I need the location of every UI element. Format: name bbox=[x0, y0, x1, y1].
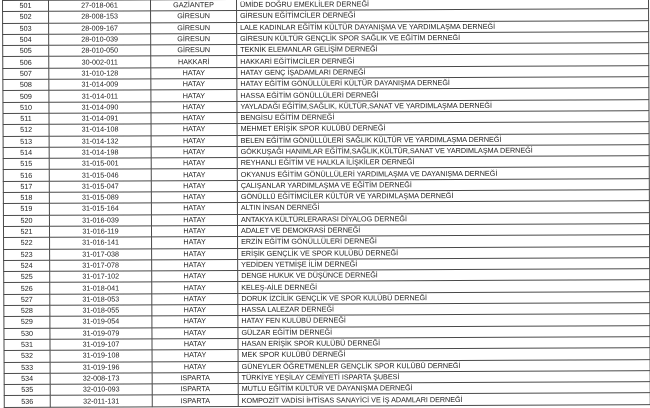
city-cell: HATAY bbox=[152, 293, 238, 305]
row-number-cell: 507 bbox=[3, 68, 49, 79]
association-name-cell: LALE KADINLAR EĞİTİM KÜLTÜR DAYANIŞMA VE YARDIMLAŞMA DERNEĞİ bbox=[237, 20, 649, 33]
city-cell: HATAY bbox=[151, 158, 237, 170]
registry-code-cell: 31-018-055 bbox=[50, 305, 152, 317]
row-number-cell: 504 bbox=[3, 34, 49, 45]
city-cell: HATAY bbox=[152, 316, 238, 328]
registry-code-cell: 31-019-107 bbox=[50, 339, 152, 351]
association-name-cell: ADALET VE DEMOKRASİ DERNEĞİ bbox=[237, 224, 649, 237]
row-number-cell: 511 bbox=[3, 113, 49, 124]
row-number-cell: 508 bbox=[3, 79, 49, 90]
registry-code-cell: 28-008-153 bbox=[49, 11, 151, 23]
association-name-cell: HATAY GENÇ İŞADAMLARI DERNEĞİ bbox=[237, 65, 649, 78]
association-name-cell: GÜLZAR EĞİTİM DERNEĞİ bbox=[238, 325, 650, 338]
registry-code-cell: 31-015-089 bbox=[49, 192, 151, 204]
association-name-cell: YAYLADAĞI EĞİTİM,SAĞLIK, KÜLTÜR,SANAT VE YARDIMLAŞMA DERNEĞİ bbox=[237, 99, 649, 112]
row-number-cell: 536 bbox=[4, 396, 50, 407]
registry-code-cell: 31-014-011 bbox=[49, 90, 151, 102]
city-cell: HATAY bbox=[151, 203, 237, 215]
registry-code-cell: 31-019-079 bbox=[50, 327, 152, 339]
registry-code-cell: 31-016-119 bbox=[49, 226, 151, 238]
city-cell: GİRESUN bbox=[151, 22, 237, 34]
row-number-cell: 535 bbox=[4, 384, 50, 395]
city-cell: HATAY bbox=[152, 350, 238, 362]
row-number-cell: 505 bbox=[3, 45, 49, 56]
row-number-cell: 525 bbox=[4, 271, 50, 282]
city-cell: ISPARTA bbox=[152, 395, 238, 407]
registry-code-cell: 31-015-047 bbox=[49, 181, 151, 193]
city-cell: HATAY bbox=[152, 259, 238, 271]
row-number-cell: 501 bbox=[3, 0, 49, 11]
row-number-cell: 520 bbox=[3, 215, 49, 226]
row-number-cell: 502 bbox=[3, 12, 49, 23]
association-name-cell: TÜRKİYE YEŞİLAY CEMİYETİ ISPARTA ŞUBESİ bbox=[238, 370, 650, 383]
city-cell: HATAY bbox=[151, 135, 237, 147]
city-cell: HATAY bbox=[151, 112, 237, 124]
association-name-cell: GİRESUN KÜLTÜR GENÇLİK SPOR SAĞLIK VE EĞİTİM DERNEĞİ bbox=[237, 32, 649, 45]
registry-code-cell: 31-019-054 bbox=[50, 316, 152, 328]
association-name-cell: BELEN EĞİTİM GÖNÜLLÜLERİ SAĞLIK KÜLTÜR VE YARDIMLAŞMA DERNEĞİ bbox=[237, 133, 649, 146]
association-name-cell: ÇALIŞANLAR YARDIMLAŞMA VE EĞİTİM DERNEĞİ bbox=[237, 178, 649, 191]
associations-table bbox=[2, 0, 650, 408]
association-name-cell: KOMPOZİT VADİSİ İHTİSAS SANAYİCİ VE İŞ ADAMLARI DERNEĞİ bbox=[238, 393, 650, 406]
association-name-cell: ALTIN İNSAN DERNEĞİ bbox=[237, 201, 649, 214]
row-number-cell: 516 bbox=[3, 170, 49, 181]
registry-code-cell: 31-010-128 bbox=[49, 68, 151, 80]
city-cell: HATAY bbox=[152, 338, 238, 350]
row-number-cell: 526 bbox=[4, 283, 50, 294]
association-name-cell: TEKNİK ELEMANLAR GELİŞİM DERNEĞİ bbox=[237, 43, 649, 56]
registry-code-cell: 31-014-009 bbox=[49, 79, 151, 91]
association-name-cell: OKYANUS EĞİTİM GÖNÜLLÜLERİ YARDIMLAŞMA VE DAYANIŞMA DERNEĞİ bbox=[237, 167, 649, 180]
registry-code-cell: 31-019-196 bbox=[50, 361, 152, 373]
row-number-cell: 531 bbox=[4, 339, 50, 350]
registry-code-cell: 31-017-078 bbox=[50, 260, 152, 272]
row-number-cell: 534 bbox=[4, 373, 50, 384]
city-cell: HATAY bbox=[151, 169, 237, 181]
city-cell: HATAY bbox=[152, 304, 238, 316]
association-name-cell: HAKKARİ EĞİTİMCİLER DERNEĞİ bbox=[237, 54, 649, 67]
city-cell: HATAY bbox=[151, 225, 237, 237]
association-name-cell: REYHANLI EĞİTİM VE HALKLA İLİŞKİLER DERNEĞİ bbox=[237, 156, 649, 169]
registry-code-cell: 31-018-041 bbox=[50, 282, 152, 294]
city-cell: HATAY bbox=[152, 327, 238, 339]
city-cell: GİRESUN bbox=[151, 11, 237, 23]
row-number-cell: 514 bbox=[3, 147, 49, 158]
row-number-cell: 529 bbox=[4, 317, 50, 328]
city-cell: HATAY bbox=[152, 237, 238, 249]
association-name-cell: HATAY EĞİTİM GÖNÜLLÜLERİ KÜLTÜR DAYANIŞMA DERNEĞİ bbox=[237, 77, 649, 90]
association-name-cell: ERİŞİK GENÇLİK VE SPOR KULÜBÜ DERNEĞİ bbox=[238, 246, 650, 259]
registry-code-cell: 31-014-090 bbox=[49, 102, 151, 114]
row-number-cell: 513 bbox=[3, 136, 49, 147]
registry-code-cell: 32-010-093 bbox=[50, 384, 152, 396]
association-name-cell: HASAN ERİŞİK SPOR KULÜBÜ DERNEĞİ bbox=[238, 337, 650, 350]
row-number-cell: 532 bbox=[4, 350, 50, 361]
association-name-cell: GÖNÜLLÜ EĞİTİMCİLER KÜLTÜR VE YARDIMLAŞMA DERNEĞİ bbox=[237, 190, 649, 203]
association-name-cell: MEHMET ERİŞİK SPOR KULÜBÜ DERNEĞİ bbox=[237, 122, 649, 135]
row-number-cell: 527 bbox=[4, 294, 50, 305]
association-name-cell: DORUK İZCİLİK GENÇLİK VE SPOR KULÜBÜ DERNEĞİ bbox=[238, 291, 650, 304]
row-number-cell: 509 bbox=[3, 91, 49, 102]
row-number-cell: 523 bbox=[4, 249, 50, 260]
association-name-cell: ANTAKYA KÜLTÜRLERARASI DİYALOG DERNEĞİ bbox=[237, 212, 649, 225]
association-name-cell: GÜNEYLER ÖĞRETMENLER GENÇLİK SPOR KULÜBÜ DERNEĞİ bbox=[238, 359, 650, 372]
registry-code-cell: 31-016-039 bbox=[49, 214, 151, 226]
registry-code-cell: 28-010-050 bbox=[49, 45, 151, 57]
row-number-cell: 510 bbox=[3, 102, 49, 113]
city-cell: ISPARTA bbox=[152, 384, 238, 396]
row-number-cell: 506 bbox=[3, 57, 49, 68]
city-cell: HATAY bbox=[151, 67, 237, 79]
association-name-cell: HASSA EĞİTİM GÖNÜLLÜLERİ DERNEĞİ bbox=[237, 88, 649, 101]
city-cell: GİRESUN bbox=[151, 33, 237, 45]
row-number-cell: 528 bbox=[4, 305, 50, 316]
association-name-cell: GÖKKUŞAĞI HANIMLAR EĞİTİM,SAĞLIK,KÜLTÜR,SANAT VE YARDIMLAŞMA DERNEĞİ bbox=[237, 145, 649, 158]
registry-code-cell: 31-014-132 bbox=[49, 135, 151, 147]
registry-code-cell: 31-018-053 bbox=[50, 294, 152, 306]
city-cell: ISPARTA bbox=[152, 372, 238, 384]
registry-code-cell: 31-019-108 bbox=[50, 350, 152, 362]
association-name-cell: HATAY FEN KULÜBÜ DERNEĞİ bbox=[238, 314, 650, 327]
registry-code-cell: 31-014-091 bbox=[49, 113, 151, 125]
city-cell: HATAY bbox=[151, 90, 237, 102]
registry-code-cell: 31-017-102 bbox=[50, 271, 152, 283]
association-name-cell: DENGE HUKUK VE DÜŞÜNCE DERNEĞİ bbox=[238, 269, 650, 282]
city-cell: HAKKARİ bbox=[151, 56, 237, 68]
row-number-cell: 530 bbox=[4, 328, 50, 339]
registry-code-cell: 31-015-164 bbox=[49, 203, 151, 215]
table-body bbox=[3, 0, 650, 407]
association-name-cell: MUTLU EĞİTİM KÜLTÜR VE DAYANIŞMA DERNEĞİ bbox=[238, 382, 650, 395]
association-name-cell: KELEŞ-AİLE DERNEĞİ bbox=[238, 280, 650, 293]
association-name-cell: HASSA LALEZAR DERNEĞİ bbox=[238, 303, 650, 316]
city-cell: HATAY bbox=[151, 101, 237, 113]
row-number-cell: 515 bbox=[3, 158, 49, 169]
registry-code-cell: 31-015-001 bbox=[49, 158, 151, 170]
city-cell: HATAY bbox=[151, 124, 237, 136]
row-number-cell: 517 bbox=[3, 181, 49, 192]
city-cell: HATAY bbox=[152, 282, 238, 294]
city-cell: HATAY bbox=[151, 180, 237, 192]
registry-code-cell: 27-018-061 bbox=[49, 0, 151, 12]
city-cell: HATAY bbox=[151, 146, 237, 158]
row-number-cell: 522 bbox=[4, 238, 50, 249]
association-name-cell: ERZİN EĞİTİM GÖNÜLLÜLERİ DERNEĞİ bbox=[238, 235, 650, 248]
registry-code-cell: 32-008-173 bbox=[50, 373, 152, 385]
city-cell: HATAY bbox=[152, 248, 238, 260]
registry-code-cell: 31-016-141 bbox=[50, 237, 152, 249]
registry-code-cell: 31-015-046 bbox=[49, 169, 151, 181]
city-cell: GİRESUN bbox=[151, 45, 237, 57]
city-cell: HATAY bbox=[152, 271, 238, 283]
row-number-cell: 524 bbox=[4, 260, 50, 271]
row-number-cell: 533 bbox=[4, 362, 50, 373]
table-row bbox=[4, 393, 650, 407]
city-cell: HATAY bbox=[152, 361, 238, 373]
registry-code-cell: 31-017-038 bbox=[50, 248, 152, 260]
association-name-cell: YEDİDEN YETMİŞE İLİM DERNEĞİ bbox=[238, 257, 650, 270]
city-cell: HATAY bbox=[151, 214, 237, 226]
registry-code-cell: 31-014-198 bbox=[49, 147, 151, 159]
row-number-cell: 519 bbox=[3, 204, 49, 215]
association-name-cell: ÜMİDE DOĞRU EMEKLİLER DERNEĞİ bbox=[236, 0, 648, 11]
association-name-cell: MEK SPOR KULÜBÜ DERNEĞİ bbox=[238, 348, 650, 361]
row-number-cell: 503 bbox=[3, 23, 49, 34]
row-number-cell: 518 bbox=[3, 192, 49, 203]
registry-code-cell: 30-002-011 bbox=[49, 56, 151, 68]
registry-code-cell: 31-014-108 bbox=[49, 124, 151, 136]
city-cell: GAZİANTEP bbox=[151, 0, 237, 11]
registry-code-cell: 32-011-131 bbox=[50, 395, 152, 407]
registry-code-cell: 28-009-167 bbox=[49, 22, 151, 34]
association-name-cell: GİRESUN EĞİTİMCİLER DERNEĞİ bbox=[237, 9, 649, 22]
association-name-cell: BENGİSU EĞİTİM DERNEĞİ bbox=[237, 111, 649, 124]
row-number-cell: 512 bbox=[3, 125, 49, 136]
row-number-cell: 521 bbox=[3, 226, 49, 237]
city-cell: HATAY bbox=[151, 192, 237, 204]
city-cell: HATAY bbox=[151, 79, 237, 91]
registry-code-cell: 28-010-039 bbox=[49, 34, 151, 46]
